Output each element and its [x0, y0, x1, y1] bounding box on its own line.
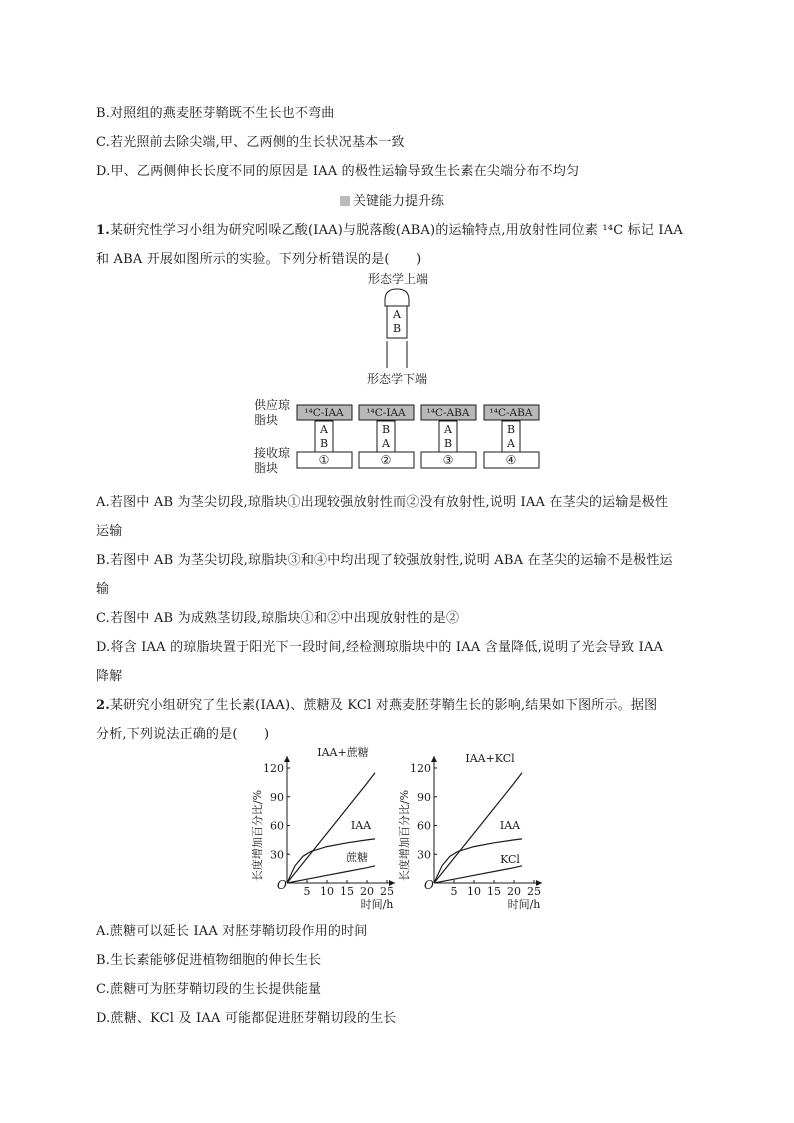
- y-tick-label: 90: [417, 790, 431, 804]
- q1-option-b-line1: B.若图中 AB 为茎尖切段,琼脂块③和④中均出现了较强放射性,说明 ABA 在茎尖的运输不是极性运: [96, 553, 673, 568]
- q1-figure: [250, 268, 550, 476]
- x-tick-label: 15: [340, 885, 354, 898]
- y-axis-label: 长度增加百分比/%: [251, 789, 264, 882]
- y-axis-arrow-icon: [284, 756, 290, 762]
- receiver-block-4: ④: [505, 453, 517, 467]
- receiver-label: 接收琼脂块: [254, 446, 291, 475]
- chart-iaa-sucrose: [245, 743, 405, 913]
- setup-4: [484, 405, 539, 468]
- q1-option-d-line1: D.将含 IAA 的琼脂块置于阳光下一段时间,经检测琼脂块中的 IAA 含量降低,说明了光会导致 IAA: [96, 640, 664, 655]
- q2-option-c: C.蔗糖可为胚芽鞘切段的生长提供能量: [96, 982, 322, 997]
- q1-option-a-line2: 运输: [96, 524, 123, 539]
- donor-block-3: ¹⁴C-ABA: [426, 407, 470, 419]
- bottom-end-label: 形态学下端: [366, 372, 428, 386]
- prev-option-c: C.若光照前去除尖端,甲、乙两侧的生长状况基本一致: [96, 135, 405, 150]
- origin-label: O: [424, 878, 434, 892]
- x-tick-label: 20: [360, 885, 374, 898]
- series-label: IAA: [499, 819, 521, 832]
- series-label: 蔗糖: [346, 851, 368, 864]
- donor-block-2: ¹⁴C-IAA: [366, 407, 406, 419]
- x-tick-label: 25: [380, 885, 394, 898]
- q1-option-d-line2: 降解: [96, 669, 123, 684]
- y-tick-label: 90: [270, 790, 284, 804]
- q1-option-a-line1: A.若图中 AB 为茎尖切段,琼脂块①出现较强放射性而②没有放射性,说明 IAA 在茎尖的运输是极性: [96, 495, 669, 510]
- segment-a-label: A: [393, 308, 401, 321]
- series-label: KCl: [500, 853, 520, 866]
- y-tick-label: 120: [263, 762, 284, 775]
- setup-4-bottom: A: [507, 437, 515, 450]
- prev-option-d: D.甲、乙两侧伸长长度不同的原因是 IAA 的极性运输导致生长素在尖端分布不均匀: [96, 164, 580, 179]
- setup-2-bottom: A: [382, 437, 390, 450]
- series-label: IAA+蔗糖: [317, 746, 369, 759]
- q1-option-c: C.若图中 AB 为成熟茎切段,琼脂块①和②中出现放射性的是②: [96, 611, 460, 626]
- q1-number: 1.: [96, 223, 110, 238]
- section-bullet-icon: [340, 196, 350, 206]
- x-tick-label: 5: [303, 885, 311, 898]
- x-axis-label: 时间/h: [360, 898, 394, 911]
- x-tick-label: 25: [527, 885, 541, 898]
- q1-stem-line2: 和 ABA 开展如图所示的实验。下列分析错误的是( ): [96, 252, 422, 267]
- x-tick-label: 15: [487, 885, 501, 898]
- q2-option-d: D.蔗糖、KCl 及 IAA 可能都促进胚芽鞘切段的生长: [96, 1011, 397, 1026]
- setup-1: [297, 405, 352, 468]
- setup-1-bottom: B: [319, 437, 329, 450]
- y-axis-arrow-icon: [431, 756, 437, 762]
- series-line: [434, 866, 522, 883]
- donor-label: 供应琼脂块: [254, 398, 291, 427]
- q2-stem-line2: 分析,下列说法正确的是( ): [96, 727, 270, 742]
- x-tick-label: 10: [320, 885, 334, 898]
- q1-stem-line1: [96, 219, 683, 238]
- setup-4-top: B: [506, 423, 516, 436]
- q2-stem-line1: [96, 694, 657, 713]
- receiver-block-1: ①: [318, 453, 330, 467]
- chart-iaa-kcl: [392, 743, 552, 913]
- q2-option-b: B.生长素能够促进植物细胞的伸长生长: [96, 953, 322, 968]
- receiver-block-2: ②: [380, 453, 392, 467]
- q2-option-a: A.蔗糖可以延长 IAA 对胚芽鞘切段作用的时间: [96, 924, 368, 939]
- x-tick-label: 5: [450, 885, 458, 898]
- stem-tip: [385, 289, 409, 306]
- series-line: [287, 866, 375, 883]
- setup-3-top: A: [444, 423, 452, 436]
- series-label: IAA: [350, 819, 372, 832]
- x-axis-label: 时间/h: [507, 898, 541, 911]
- q2-stem-text: 某研究小组研究了生长素(IAA)、蔗糖及 KCl 对燕麦胚芽鞘生长的影响,结果如下图所示。据图: [109, 698, 658, 713]
- section-heading: [340, 190, 444, 209]
- setup-2-top: B: [381, 423, 391, 436]
- top-end-label: 形态学上端: [367, 272, 429, 286]
- y-axis-label: 长度增加百分比/%: [398, 789, 411, 882]
- q2-number: 2.: [96, 698, 110, 713]
- x-tick-label: 20: [507, 885, 521, 898]
- q1-stem-text: 某研究性学习小组为研究吲哚乙酸(IAA)与脱落酸(ABA)的运输特点,用放射性同位素 ¹⁴C 标记 IAA: [109, 223, 683, 238]
- setup-2: [359, 405, 414, 468]
- y-tick-label: 30: [270, 848, 284, 862]
- y-tick-label: 30: [417, 848, 431, 862]
- setup-3-bottom: B: [443, 437, 453, 450]
- prev-option-b: B.对照组的燕麦胚芽鞘既不生长也不弯曲: [96, 106, 335, 121]
- section-title: 关键能力提升练: [353, 194, 445, 209]
- x-tick-label: 10: [467, 885, 481, 898]
- y-tick-label: 120: [410, 762, 431, 775]
- donor-block-4: ¹⁴C-ABA: [489, 407, 533, 419]
- setup-3: [421, 405, 476, 468]
- setup-1-top: A: [320, 423, 328, 436]
- origin-label: O: [277, 878, 287, 892]
- series-label: IAA+KCl: [465, 752, 515, 765]
- donor-block-1: ¹⁴C-IAA: [304, 407, 344, 419]
- y-tick-label: 60: [417, 819, 431, 833]
- y-tick-label: 60: [270, 819, 284, 833]
- receiver-block-3: ③: [442, 453, 454, 467]
- segment-b-label: B: [392, 322, 402, 335]
- q1-option-b-line2: 输: [96, 582, 110, 597]
